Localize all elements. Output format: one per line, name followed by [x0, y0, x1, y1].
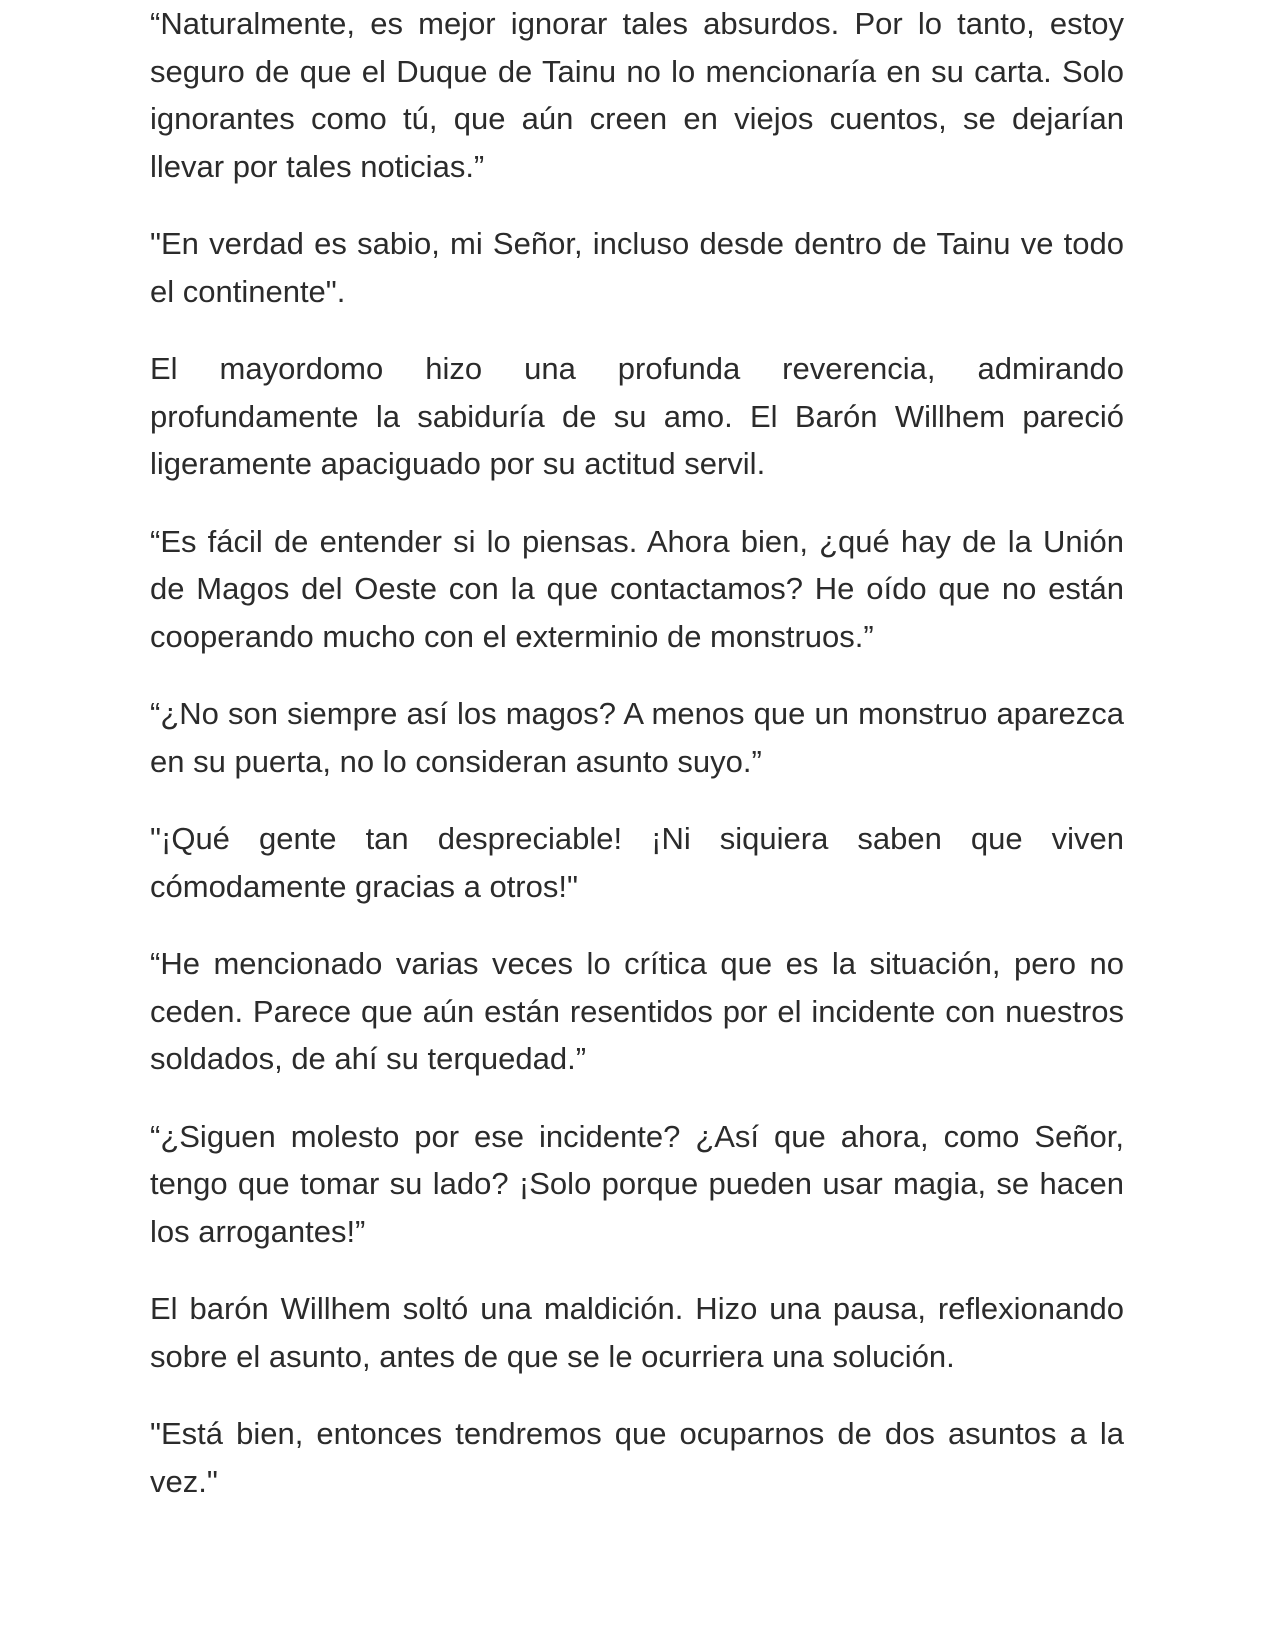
- paragraph: “¿No son siempre así los magos? A menos que un monstruo aparezca en su puerta, no lo consideran asunto suyo.”: [150, 696, 1124, 779]
- paragraph: El mayordomo hizo una profunda reverencia, admirando profundamente la sabiduría de su amo. El Barón Willhem pareció ligeramente apaciguado por su actitud servil.: [150, 351, 1124, 481]
- paragraph: “Es fácil de entender si lo piensas. Ahora bien, ¿qué hay de la Unión de Magos del Oeste con la que contactamos? He oído que no están cooperando mucho con el exterminio de monstruos.”: [150, 523, 1124, 654]
- paragraph: “He mencionado varias veces lo crítica que es la situación, pero no ceden. Parece que aún están resentidos por el incidente con nuestros soldados, de ahí su terquedad.”: [150, 946, 1124, 1076]
- paragraph: “Naturalmente, es mejor ignorar tales absurdos. Por lo tanto, estoy seguro de que el Duque de Tainu no lo mencionaría en su carta. Solo ignorantes como tú, que aún creen en viejos cuentos, se dejarían llevar por tales noticias.”: [150, 6, 1124, 184]
- paragraph: El barón Willhem soltó una maldición. Hizo una pausa, reflexionando sobre el asunto, antes de que se le ocurriera una solución.: [150, 1291, 1124, 1374]
- paragraph: “¿Siguen molesto por ese incidente? ¿Así que ahora, como Señor, tengo que tomar su lado? ¡Solo porque pueden usar magia, se hacen los arrogantes!”: [150, 1118, 1124, 1249]
- paragraph: "En verdad es sabio, mi Señor, incluso desde dentro de Tainu ve todo el continente".: [150, 226, 1124, 309]
- paragraph: "¡Qué gente tan despreciable! ¡Ni siquiera saben que viven cómodamente gracias a otros!": [150, 821, 1124, 904]
- paragraph: "Está bien, entonces tendremos que ocuparnos de dos asuntos a la vez.": [150, 1416, 1124, 1499]
- document-body: [150, 0, 1124, 1535]
